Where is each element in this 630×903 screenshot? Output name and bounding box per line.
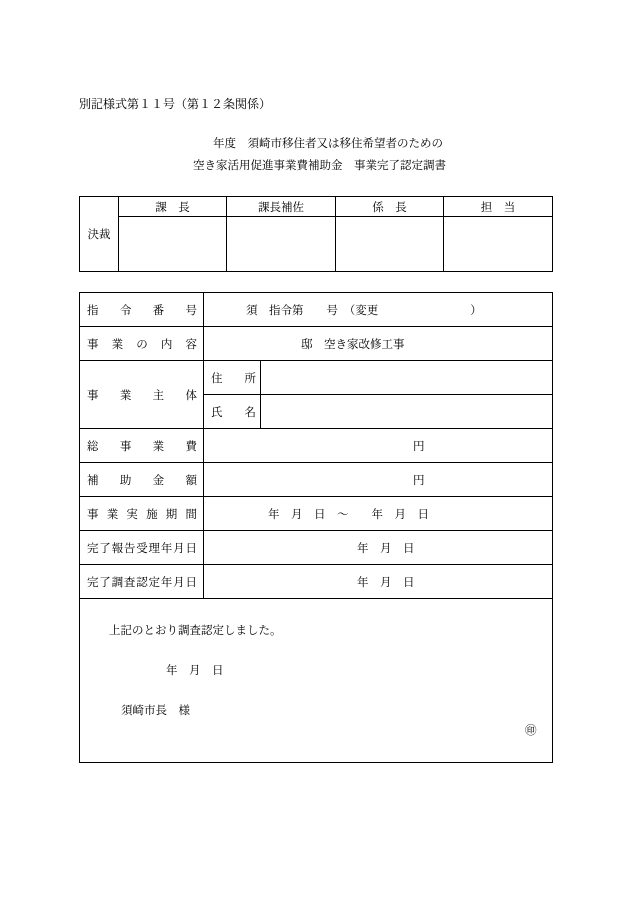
document-title-line2: 空き家活用促進事業費補助金 事業完了認定調書 [193, 158, 446, 172]
certification-row [80, 599, 553, 763]
name-label: 氏 名 [211, 404, 256, 419]
certification-statement: 上記のとおり調査認定しました。 [109, 623, 282, 637]
order-number-row [80, 293, 553, 327]
report-received-date-value: 年 月 日 [357, 540, 415, 555]
approval-header-subsection-chief: 係 長 [336, 197, 444, 217]
certification-date: 年 月 日 [166, 663, 224, 677]
report-received-date-label-cell [80, 531, 204, 565]
inspection-date-value-cell [204, 565, 553, 599]
report-received-date-row [80, 531, 553, 565]
approval-label: 決裁 [80, 197, 119, 272]
approval-header-section-chief: 課 長 [119, 197, 227, 217]
report-received-date-label: 完了報告受理年月日 [87, 540, 197, 555]
approval-header-person-in-charge: 担 当 [444, 197, 553, 217]
approval-header-deputy-chief: 課長補佐 [227, 197, 336, 217]
approval-stamp-cell-subsection-chief [336, 217, 444, 272]
name-label-cell [204, 395, 261, 429]
inspection-date-label-cell [80, 565, 204, 599]
project-period-row [80, 497, 553, 531]
order-number-value-cell [204, 293, 553, 327]
document-title-line1: 年度 須崎市移住者又は移住希望者のための [213, 136, 443, 150]
report-received-date-value-cell [204, 531, 553, 565]
address-label: 住 所 [211, 370, 256, 385]
subsidy-amount-row [80, 463, 553, 497]
address-value-cell [261, 361, 553, 395]
subsidy-amount-unit: 円 [413, 472, 425, 487]
total-cost-label: 総 事 業 費 [87, 438, 197, 453]
project-content-value: 邸 空き家改修工事 [301, 336, 405, 351]
certification-block [80, 599, 552, 762]
project-entity-address-row [80, 361, 553, 395]
approval-header-row [80, 197, 553, 217]
details-table [79, 292, 553, 763]
certification-cell [80, 599, 553, 763]
certification-addressee: 須崎市長 様 [121, 703, 190, 717]
subsidy-amount-value-cell [204, 463, 553, 497]
total-cost-value-cell [204, 429, 553, 463]
subsidy-amount-label-cell [80, 463, 204, 497]
project-period-value: 年 月 日 ～ 年 月 日 [268, 506, 429, 521]
approval-stamp-row [80, 217, 553, 272]
order-number-label: 指 令 番 号 [87, 302, 197, 317]
total-cost-row [80, 429, 553, 463]
order-number-value: 須 指令第 号 （変更 ） [246, 302, 482, 317]
total-cost-label-cell [80, 429, 204, 463]
project-content-row [80, 327, 553, 361]
project-period-value-cell [204, 497, 553, 531]
address-label-cell [204, 361, 261, 395]
project-content-value-cell [204, 327, 553, 361]
project-content-label-cell [80, 327, 204, 361]
project-content-label: 事 業 の 内 容 [87, 336, 197, 351]
project-period-label: 事業実施期間 [87, 506, 197, 521]
inspection-date-label: 完了調査認定年月日 [87, 574, 197, 589]
seal-mark: ㊞ [525, 723, 537, 737]
inspection-date-row [80, 565, 553, 599]
approval-stamp-cell-section-chief [119, 217, 227, 272]
approval-stamp-cell-deputy-chief [227, 217, 336, 272]
project-period-label-cell [80, 497, 204, 531]
order-number-label-cell [80, 293, 204, 327]
subsidy-amount-label: 補 助 金 額 [87, 472, 197, 487]
project-entity-label-cell [80, 361, 204, 429]
total-cost-unit: 円 [413, 438, 425, 453]
inspection-date-value: 年 月 日 [357, 574, 415, 589]
name-value-cell [261, 395, 553, 429]
project-entity-label: 事 業 主 体 [87, 387, 197, 402]
approval-stamp-cell-person-in-charge [444, 217, 553, 272]
form-number: 別記様式第１１号（第１２条関係） [79, 97, 272, 111]
approval-table [79, 196, 553, 272]
